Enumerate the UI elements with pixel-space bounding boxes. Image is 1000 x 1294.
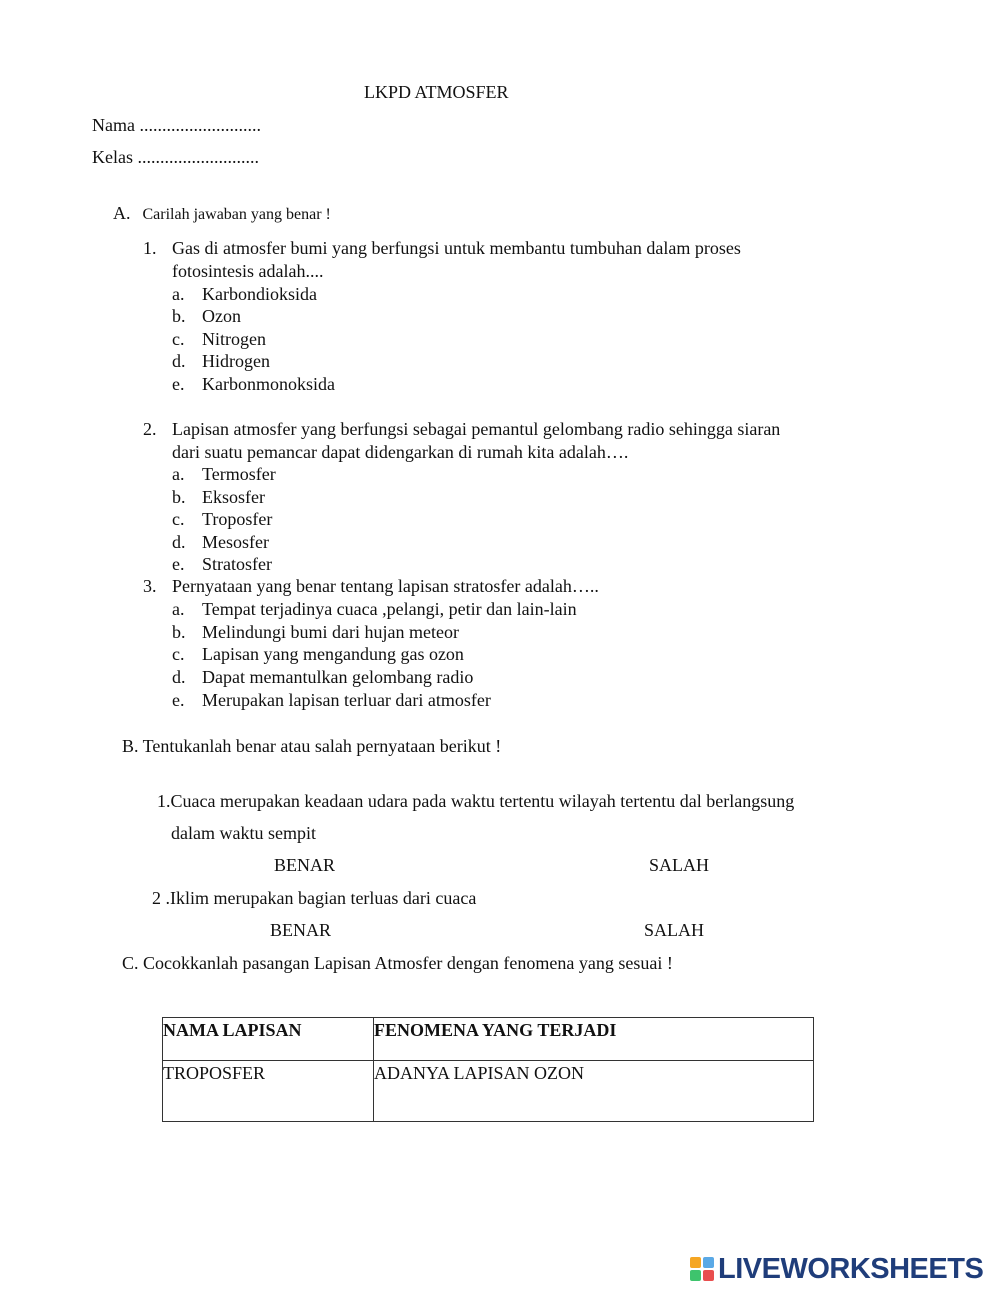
table-header-cell: FENOMENA YANG TERJADI — [374, 1018, 814, 1061]
statement-1-line-1: 1.Cuaca merupakan keadaan udara pada waktu tertentu wilayah tertentu dal berlangsung — [157, 791, 795, 811]
table-header-cell: NAMA LAPISAN — [163, 1018, 374, 1061]
class-field[interactable]: Kelas ........................... — [92, 147, 259, 167]
q2-option-c[interactable]: Troposfer — [202, 509, 273, 529]
statement-1-line-2: dalam waktu sempit — [171, 823, 316, 843]
q1-option-b[interactable]: Ozon — [202, 306, 241, 326]
table-row — [163, 1061, 814, 1122]
logo-square-icon — [703, 1257, 714, 1268]
q3-option-letter: d. — [172, 667, 186, 687]
table-cell[interactable]: ADANYA LAPISAN OZON — [374, 1061, 814, 1122]
q3-option-letter: c. — [172, 644, 185, 664]
question-1-number: 1. — [143, 238, 157, 258]
q3-option-letter: e. — [172, 690, 185, 710]
q1-option-c[interactable]: Nitrogen — [202, 329, 266, 349]
table-cell[interactable]: TROPOSFER — [163, 1061, 374, 1122]
section-a-instruction: Carilah jawaban yang benar ! — [142, 206, 331, 223]
q1-option-letter: d. — [172, 351, 186, 371]
section-b-heading: B. Tentukanlah benar atau salah pernyataan berikut ! — [122, 736, 502, 756]
q1-option-letter: c. — [172, 329, 185, 349]
q3-option-e[interactable]: Merupakan lapisan terluar dari atmosfer — [202, 690, 491, 710]
section-a-letter: A. — [113, 203, 131, 223]
q1-option-a[interactable]: Karbondioksida — [202, 284, 317, 304]
q2-option-a[interactable]: Termosfer — [202, 464, 276, 484]
q3-option-c[interactable]: Lapisan yang mengandung gas ozon — [202, 644, 464, 664]
statement-2-true-option[interactable]: BENAR — [270, 920, 332, 940]
q3-option-a[interactable]: Tempat terjadinya cuaca ,pelangi, petir dan lain-lain — [202, 599, 577, 619]
statement-2-line-1: 2 .Iklim merupakan bagian terluas dari cuaca — [152, 888, 477, 908]
logo-square-icon — [690, 1257, 701, 1268]
q2-option-e[interactable]: Stratosfer — [202, 554, 272, 574]
q2-option-letter: d. — [172, 532, 186, 552]
matching-table — [162, 1017, 814, 1122]
q2-option-letter: e. — [172, 554, 185, 574]
logo-square-icon — [703, 1270, 714, 1281]
q1-option-letter: b. — [172, 306, 186, 326]
question-3-number: 3. — [143, 576, 157, 596]
question-2-number: 2. — [143, 419, 157, 439]
q3-option-letter: a. — [172, 599, 185, 619]
statement-1-false-option[interactable]: SALAH — [649, 855, 710, 875]
section-a-heading — [113, 204, 331, 223]
liveworksheets-logo-icon — [690, 1257, 714, 1281]
q2-option-letter: b. — [172, 487, 186, 507]
statement-1-true-option[interactable]: BENAR — [274, 855, 336, 875]
q1-option-d[interactable]: Hidrogen — [202, 351, 270, 371]
question-1-text-line-1: Gas di atmosfer bumi yang berfungsi untuk membantu tumbuhan dalam proses — [172, 238, 741, 258]
q1-option-letter: e. — [172, 374, 185, 394]
liveworksheets-watermark — [690, 1253, 983, 1285]
statement-2-false-option[interactable]: SALAH — [644, 920, 705, 940]
q3-option-b[interactable]: Melindungi bumi dari hujan meteor — [202, 622, 459, 642]
table-header-row — [163, 1018, 814, 1061]
q2-option-letter: a. — [172, 464, 185, 484]
q2-option-b[interactable]: Eksosfer — [202, 487, 265, 507]
q2-option-d[interactable]: Mesosfer — [202, 532, 269, 552]
page-title: LKPD ATMOSFER — [364, 82, 509, 102]
q2-option-letter: c. — [172, 509, 185, 529]
question-3-text-line-1: Pernyataan yang benar tentang lapisan stratosfer adalah….. — [172, 576, 599, 596]
q3-option-letter: b. — [172, 622, 186, 642]
question-2-text-line-2: dari suatu pemancar dapat didengarkan di rumah kita adalah…. — [172, 442, 629, 462]
name-field[interactable]: Nama ........................... — [92, 115, 261, 135]
q1-option-e[interactable]: Karbonmonoksida — [202, 374, 335, 394]
q3-option-d[interactable]: Dapat memantulkan gelombang radio — [202, 667, 474, 687]
question-1-text-line-2: fotosintesis adalah.... — [172, 261, 324, 281]
logo-square-icon — [690, 1270, 701, 1281]
watermark-text: LIVEWORKSHEETS — [718, 1252, 984, 1285]
question-2-text-line-1: Lapisan atmosfer yang berfungsi sebagai pemantul gelombang radio sehingga siaran — [172, 419, 781, 439]
q1-option-letter: a. — [172, 284, 185, 304]
section-c-heading: C. Cocokkanlah pasangan Lapisan Atmosfer dengan fenomena yang sesuai ! — [122, 953, 673, 973]
